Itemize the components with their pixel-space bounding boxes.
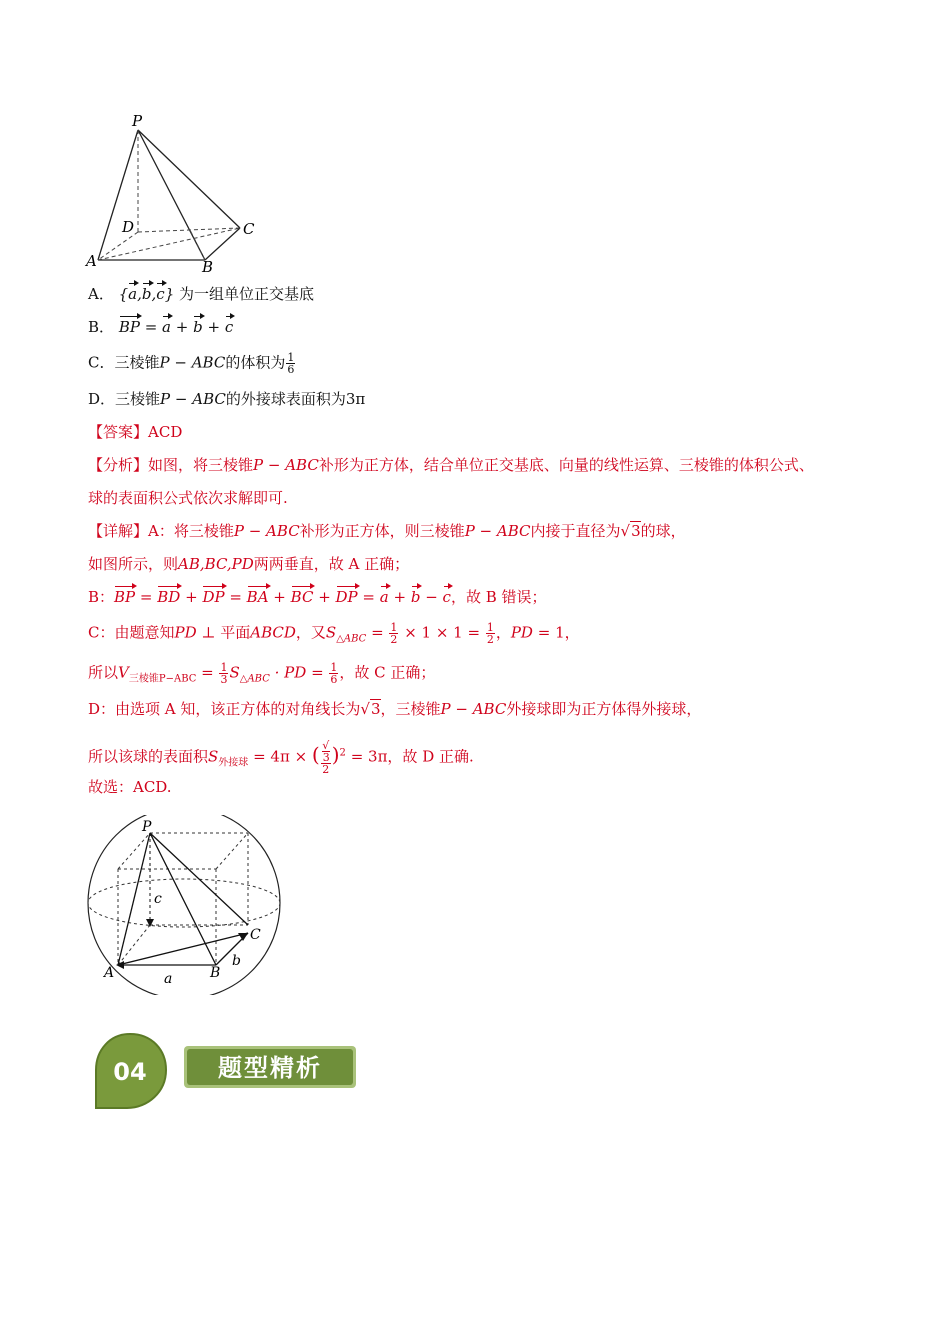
analysis-text-a: 如图，将三棱锥 (148, 456, 254, 474)
fig2-label-A: A (104, 965, 115, 981)
detail-l1-m2: P − ABC (464, 522, 531, 540)
option-d-math: P − ABC (160, 390, 226, 408)
detail-l7-sub: 外接球 (218, 757, 249, 769)
detail-l7-s: S (208, 747, 219, 766)
option-b-label: B． (88, 318, 115, 336)
detail-line-3 (88, 587, 547, 607)
detail-l7-a: 所以该球的表面积 (88, 747, 209, 766)
detail-l2-a: 如图所示，则 (88, 555, 179, 573)
label-A: A (86, 252, 97, 270)
detail-line-6: D：由选项 A 知，该正方体的对角线长为√3，三棱锥P − ABC外接球即为正方体得外接球， (88, 700, 702, 718)
detail-l5-v: V (118, 663, 129, 682)
detail-l6-c: 外接球即为正方体得外接球， (506, 700, 702, 718)
detail-l4-a: C：由题意知 (88, 623, 175, 642)
analysis-line-1 (88, 455, 814, 475)
detail-l4-pd: PD (510, 623, 533, 642)
answer-value: ACD (148, 423, 183, 441)
detail-l4-m2: ABCD (250, 623, 296, 642)
analysis-line-2 (88, 488, 288, 508)
detail-tag: 【详解】 (88, 522, 149, 540)
detail-l4-d: ， (495, 623, 511, 642)
detail-l4-m1: PD ⊥ (174, 623, 221, 642)
detail-l7-frac: √ 3 2 (322, 739, 330, 776)
detail-l6-sqrt: 3 (370, 700, 381, 718)
option-c-label: C． (88, 353, 115, 372)
analysis-math: P − ABC (253, 456, 319, 474)
analysis-tag: 【分析】 (88, 456, 149, 474)
detail-l4-frac2: $\frac{1}{2}$ (486, 621, 494, 646)
option-a-label: A． (88, 285, 114, 303)
fig2-label-c: c (154, 891, 162, 907)
detail-l2-m: AB,BC,PD (178, 555, 254, 573)
detail-l5-a: 所以 (88, 663, 119, 682)
detail-l2-b: 两两垂直，故 A 正确； (253, 555, 410, 573)
detail-l5-s: S (229, 663, 240, 682)
analysis-text-b: 补形为正方体，结合单位正交基底、向量的线性运算、三棱锥的体积公式、 (318, 456, 814, 474)
section-title: 题型精析 (218, 1054, 322, 1082)
option-c-fraction: $\frac{1}{6}$ (287, 351, 295, 376)
option-b (88, 317, 233, 337)
detail-l4-e: = 1， (532, 623, 580, 642)
detail-l4-c: ，又 (295, 623, 326, 642)
detail-l1-c: 内接于直径为 (530, 522, 621, 540)
detail-l6-a: D：由选项 A 知，该正方体的对角线长为 (88, 700, 361, 718)
sphere-cube-figure (80, 815, 290, 995)
answer-tag: 【答案】 (88, 423, 149, 441)
detail-line-8 (88, 777, 172, 797)
detail-line-1: 【详解】A：将三棱锥P − ABC补形为正方体，则三棱锥P − ABC内接于直径为√3的球， (88, 522, 686, 540)
detail-l3-a: B： (88, 588, 115, 606)
detail-l6-b: ，三棱锥 (380, 700, 441, 718)
option-c-post: 的体积为 (225, 353, 286, 372)
detail-l5-c: · PD = (269, 663, 329, 682)
detail-l4-times: × 1 × 1 = (399, 623, 485, 642)
label-P: P (132, 112, 143, 130)
detail-l4-frac1: $\frac{1}{2}$ (390, 621, 398, 646)
detail-l3-math: BP = BD + DP = BA + BC + DP = a + b − c (114, 588, 451, 606)
option-a-math: {a,b,c} (118, 285, 175, 303)
detail-l1-a: A：将三棱锥 (148, 522, 234, 540)
fig2-label-P: P (142, 819, 152, 835)
detail-line-7: 所以该球的表面积$S_{外接球} = 4\pi$ × ( √ 3 2 )$^2$ = 3π，故 D 正确. (88, 739, 474, 776)
detail-l5-frac1: $\frac{1}{3}$ (220, 661, 228, 686)
option-c-pre: 三棱锥 (114, 353, 160, 372)
detail-l4-s: S (325, 623, 337, 642)
fig2-label-C: C (250, 927, 261, 943)
fig2-label-b: b (232, 953, 241, 969)
detail-l1-m1: P − ABC (233, 522, 300, 540)
section-number: 04 (113, 1058, 147, 1086)
detail-l4-eq: = (366, 623, 389, 642)
pyramid-figure (80, 110, 280, 275)
detail-l3-b: ，故 B 错误； (450, 588, 547, 606)
label-B: B (202, 258, 214, 275)
detail-l4-sub: △ABC (336, 633, 367, 645)
detail-l5-b: = (196, 663, 219, 682)
option-a (88, 284, 314, 304)
label-D: D (122, 218, 135, 236)
detail-l7-c: = 3π，故 D 正确. (345, 747, 474, 766)
analysis-text-c: 球的表面积公式依次求解即可. (88, 489, 288, 507)
option-d-pre: 三棱锥 (115, 390, 161, 408)
detail-l5-d: ，故 C 正确； (339, 663, 436, 682)
detail-l5-sub: 三棱锥P−ABC (128, 673, 197, 685)
option-c (88, 352, 296, 375)
detail-l5-frac2: $\frac{1}{6}$ (330, 661, 338, 686)
option-d (88, 389, 365, 409)
fig2-label-B: B (210, 965, 221, 981)
detail-l7-b: = 4π × (248, 747, 312, 766)
detail-l1-sqrt: 3 (631, 522, 641, 540)
detail-l8: 故选：ACD. (88, 778, 172, 796)
section-badge (90, 1030, 360, 1110)
label-C: C (243, 220, 255, 238)
fig2-label-a: a (164, 971, 173, 987)
detail-l4-b: 平面 (220, 623, 251, 642)
detail-l6-m: P − ABC (440, 700, 507, 718)
detail-line-4 (88, 622, 580, 650)
detail-l1-b: 补形为正方体，则三棱锥 (299, 522, 465, 540)
option-d-label: D． (88, 390, 116, 408)
detail-l5-sub2: △ABC (239, 673, 270, 685)
detail-line-5 (88, 662, 435, 690)
option-b-math: BP = a + b + c (118, 318, 234, 336)
detail-l1-d: 的球， (640, 522, 686, 540)
answer-line (88, 422, 182, 442)
detail-line-2 (88, 554, 409, 574)
option-c-math: P − ABC (159, 353, 226, 372)
option-d-post: 的外接球表面积为3π (225, 390, 366, 408)
option-a-text: 为一组单位正交基底 (179, 285, 315, 303)
